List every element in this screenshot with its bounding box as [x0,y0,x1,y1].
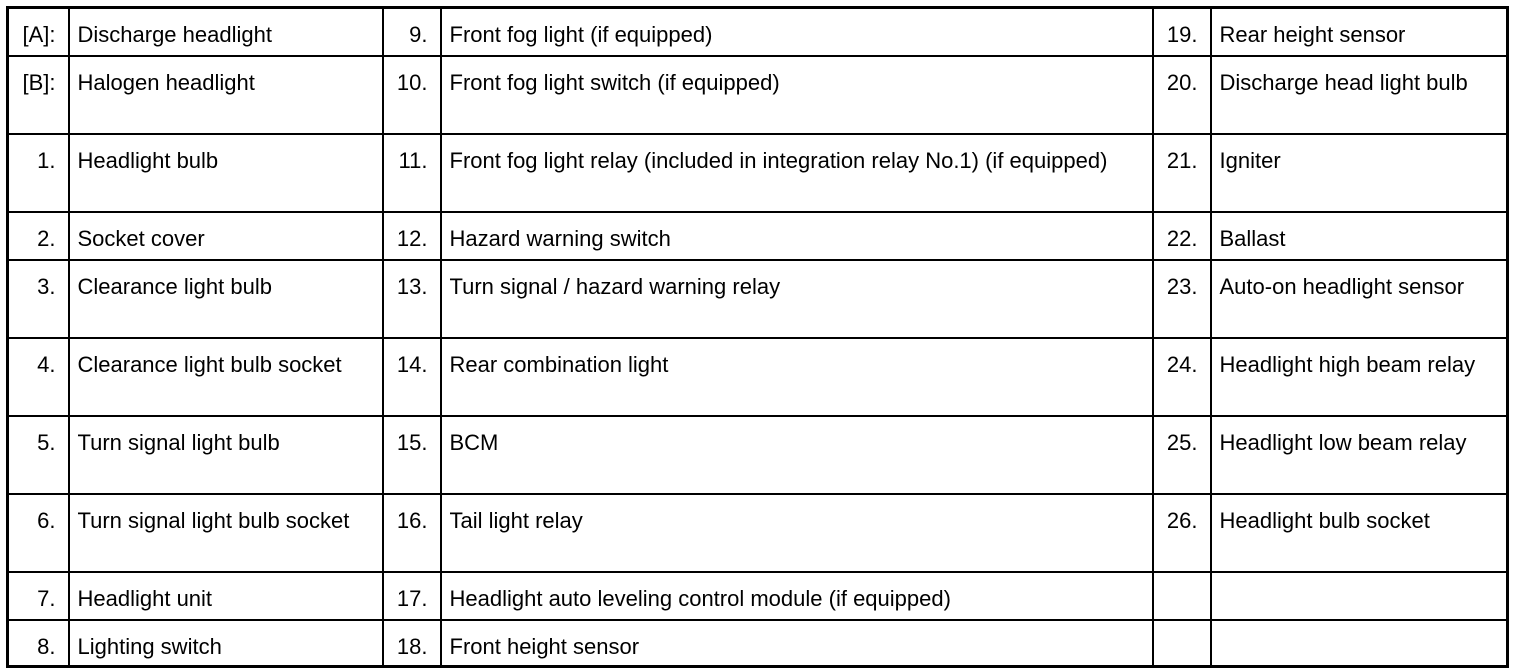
item-description: Clearance light bulb socket [69,338,383,416]
item-description: Halogen headlight [69,56,383,134]
table-row [8,494,1508,572]
item-description: Rear combination light [441,338,1153,416]
item-description: Front fog light (if equipped) [441,8,1153,56]
item-description: Rear height sensor [1211,8,1508,56]
item-number: 5. [8,416,69,494]
item-description: Headlight auto leveling control module (if equipped) [441,572,1153,620]
item-number: [B]: [8,56,69,134]
item-description: Hazard warning switch [441,212,1153,260]
item-description: Turn signal light bulb [69,416,383,494]
item-number: 4. [8,338,69,416]
item-number: 7. [8,572,69,620]
item-description [1211,620,1508,667]
item-description: Headlight bulb socket [1211,494,1508,572]
item-description: Headlight unit [69,572,383,620]
item-description: Ballast [1211,212,1508,260]
item-number: 17. [383,572,441,620]
item-number: 6. [8,494,69,572]
table-row [8,212,1508,260]
item-number: 9. [383,8,441,56]
item-description: Tail light relay [441,494,1153,572]
item-number: 22. [1153,212,1211,260]
table-row [8,572,1508,620]
item-number: 21. [1153,134,1211,212]
table-row [8,416,1508,494]
item-number: 18. [383,620,441,667]
item-description: BCM [441,416,1153,494]
item-description: Turn signal / hazard warning relay [441,260,1153,338]
item-number: 2. [8,212,69,260]
item-number: 8. [8,620,69,667]
item-number: 19. [1153,8,1211,56]
item-description [1211,572,1508,620]
item-description: Auto-on headlight sensor [1211,260,1508,338]
item-description: Lighting switch [69,620,383,667]
item-description: Turn signal light bulb socket [69,494,383,572]
item-description: Headlight low beam relay [1211,416,1508,494]
item-number: 12. [383,212,441,260]
item-description: Socket cover [69,212,383,260]
item-description: Front height sensor [441,620,1153,667]
item-number: 15. [383,416,441,494]
item-number: 23. [1153,260,1211,338]
item-number: 13. [383,260,441,338]
item-description: Front fog light relay (included in integration relay No.1) (if equipped) [441,134,1153,212]
item-description: Discharge headlight [69,8,383,56]
item-number: 16. [383,494,441,572]
parts-legend-table [6,6,1509,668]
item-description: Headlight bulb [69,134,383,212]
item-number [1153,620,1211,667]
table-row [8,134,1508,212]
item-description: Igniter [1211,134,1508,212]
item-number: 3. [8,260,69,338]
item-number: [A]: [8,8,69,56]
item-number [1153,572,1211,620]
item-number: 14. [383,338,441,416]
legend-body [8,8,1508,667]
item-number: 26. [1153,494,1211,572]
table-row [8,338,1508,416]
item-number: 11. [383,134,441,212]
item-number: 24. [1153,338,1211,416]
item-number: 10. [383,56,441,134]
item-description: Clearance light bulb [69,260,383,338]
item-number: 20. [1153,56,1211,134]
item-number: 1. [8,134,69,212]
item-description: Front fog light switch (if equipped) [441,56,1153,134]
table-row [8,8,1508,56]
table-row [8,56,1508,134]
item-number: 25. [1153,416,1211,494]
table-row [8,620,1508,667]
table-row [8,260,1508,338]
item-description: Headlight high beam relay [1211,338,1508,416]
item-description: Discharge head light bulb [1211,56,1508,134]
